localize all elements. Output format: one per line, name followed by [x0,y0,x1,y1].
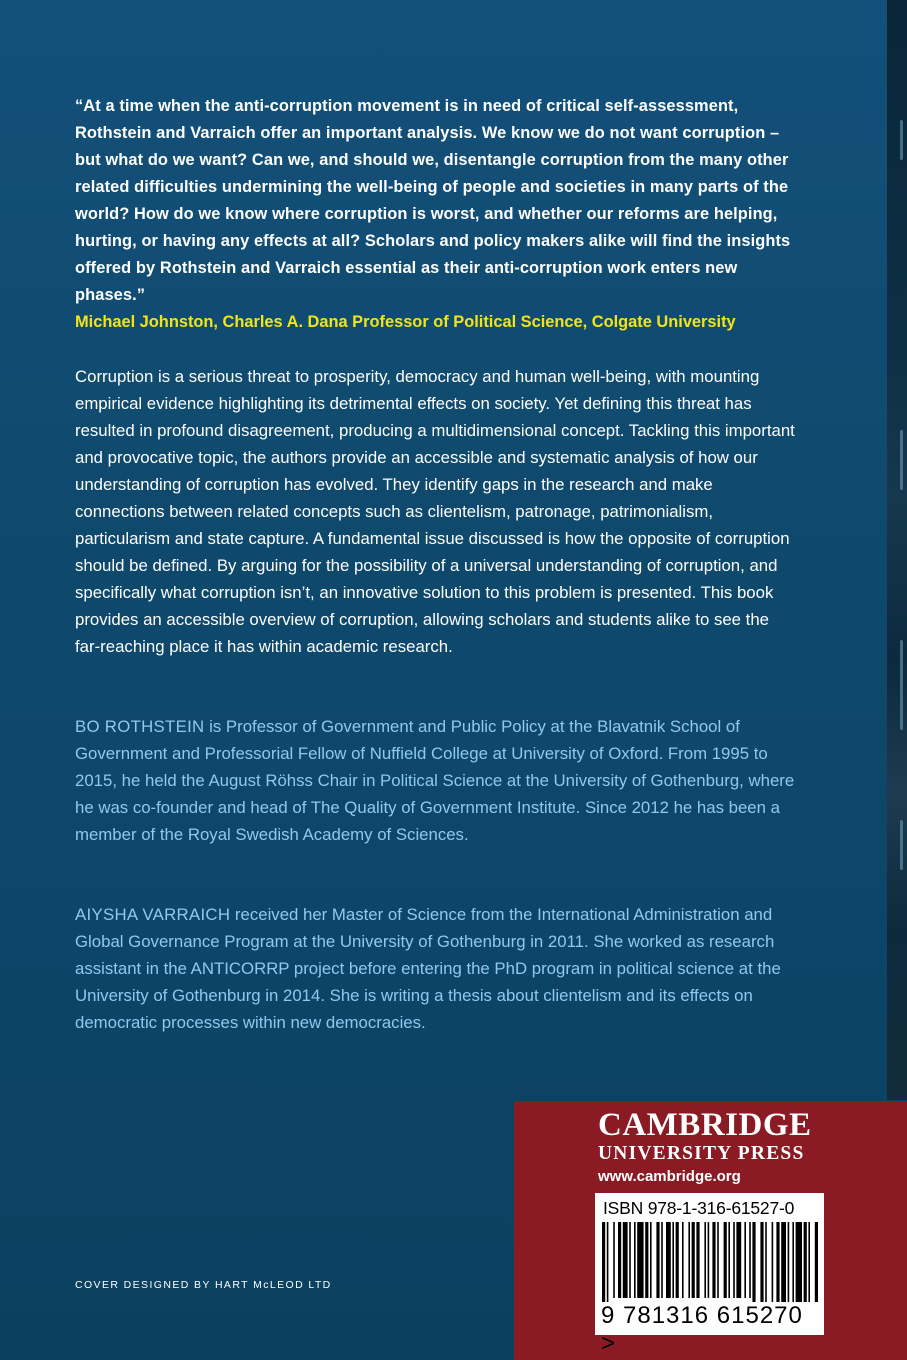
barcode-digits: 9 781316 615270 > [601,1302,803,1357]
publisher-logo-subtitle: UNIVERSITY PRESS [598,1143,805,1164]
author-bio-varraich-text: received her Master of Science from the International Administration and Global Governance Program at the University of Gothenburg in 2011. She worked as research assistant in the ANTICORRP project before entering the PhD program in political science at the University of Gothenburg in 2014. She is writing a thesis about clientelism and its effects on democratic processes within new democracies. [75,905,781,1032]
author-bio-varraich [75,901,795,1036]
author-bio-rothstein [75,713,795,848]
barcode-icon [600,1222,819,1302]
endorsement-quote: “At a time when the anti-corruption movement is in need of critical self-assessment, Rothstein and Varraich offer an important analysis. We know we do not want corruption – but what do we want? Can we, and should we, disentangle corruption from the many other related difficulties undermining the well-being of people and societies in many parts of the world? How do we know where corruption is worst, and whether our reforms are helping, hurting, or having any effects at all? Scholars and policy makers alike will find the insights offered by Rothstein and Varraich essential as their anti-corruption work enters new phases.” [75,97,791,304]
author-bio-rothstein-text: is Professor of Government and Public Policy at the Blavatnik School of Government and Professorial Fellow of Nuffield College at University of Oxford. From 1995 to 2015, he held the August Röhss Chair in Political Science at the University of Gothenburg, where he was co-founder and head of The Quality of Government Institute. Since 2012 he has been a member of the Royal Swedish Academy of Sciences. [75,717,795,844]
publisher-panel [514,1101,907,1360]
author-name-varraich: AIYSHA VARRAICH [75,905,231,924]
book-description: Corruption is a serious threat to prosperity, democracy and human well-being, with mounting empirical evidence highlighting its detrimental effects on society. Yet defining this threat has resulted in profound disagreement, producing a multidimensional concept. Tackling this important and provocative topic, the authors provide an accessible and systematic analysis of how our understanding of corruption has evolved. They identify gaps in the research and make connections between related concepts such as clientelism, patronage, patrimonialism, particularism and state capture. A fundamental issue discussed is how the opposite of corruption should be defined. By arguing for the possibility of a universal understanding of corruption, and specifically what corruption isn’t, an innovative solution to this problem is presented. This book provides an accessible overview of corruption, allowing scholars and students alike to see the far-reaching place it has within academic research. [75,367,795,656]
endorsement-attribution: Michael Johnston, Charles A. Dana Professor of Political Science, Colgate University [75,313,736,331]
isbn-barcode-box [595,1193,824,1357]
publisher-logo-name: CAMBRIDGE [598,1107,812,1143]
cover-photo-edge [887,0,907,1100]
author-name-rothstein: BO ROTHSTEIN [75,717,205,736]
publisher-url: www.cambridge.org [598,1168,741,1185]
cover-design-credit: COVER DESIGNED BY HART McLEOD LTD [75,1279,332,1291]
isbn-label: ISBN 978-1-316-61527-0 [603,1198,795,1218]
